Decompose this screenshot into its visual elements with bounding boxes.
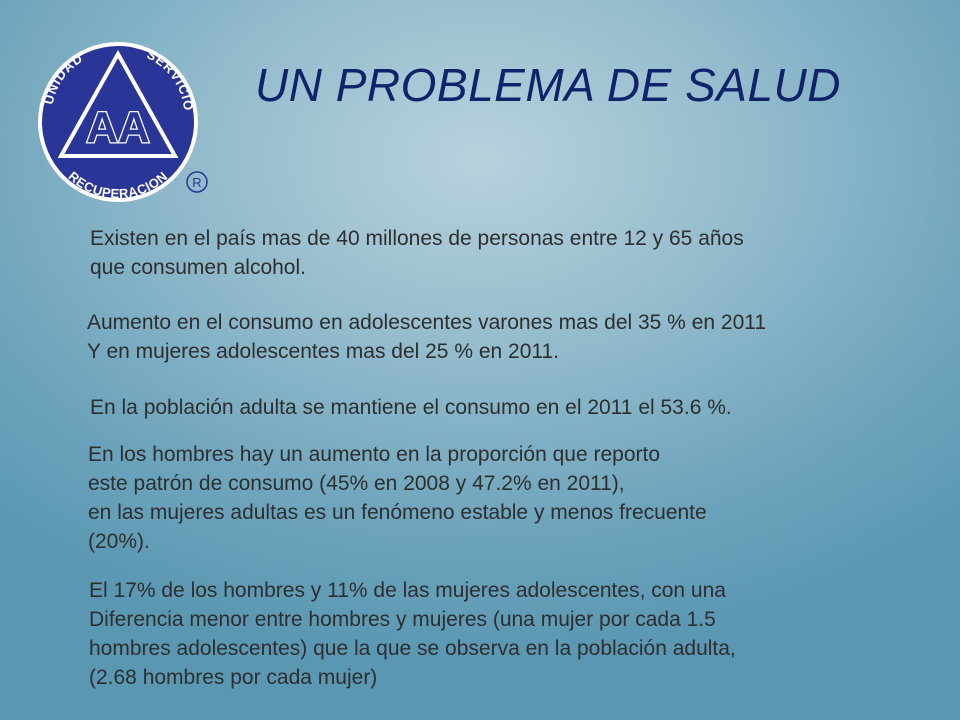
registered-mark-letter: R: [192, 175, 202, 190]
paragraph-line: Y en mujeres adolescentes mas del 25 % en 2011.: [87, 340, 560, 363]
paragraph-line: En la población adulta se mantiene el consumo en el 2011 el 53.6 %.: [90, 396, 732, 419]
paragraph-line: Diferencia menor entre hombres y mujeres (una mujer por cada 1.5: [89, 608, 716, 631]
aa-logo: [24, 24, 214, 204]
paragraph-line: El 17% de los hombres y 11% de las mujeres adolescentes, con una: [89, 579, 726, 602]
logo-text-recuperacion: RECUPERACION: [65, 168, 171, 202]
logo-text-unidad: UNIDAD: [40, 50, 86, 106]
paragraph-line: (20%).: [88, 530, 150, 553]
paragraph-line: Existen en el país mas de 40 millones de personas entre 12 y 65 años: [90, 227, 744, 250]
paragraph-line: Aumento en el consumo en adolescentes varones mas del 35 % en 2011: [87, 311, 767, 334]
logo-monogram: AA: [86, 103, 150, 152]
paragraph-diferencia: [89, 576, 736, 692]
slide-title: UN PROBLEMA DE SALUD: [255, 59, 841, 111]
logo-text-servicio: SERVICIO: [144, 46, 197, 113]
paragraph-line: que consumen alcohol.: [90, 256, 306, 279]
paragraph-consumo-pais: [90, 224, 744, 282]
paragraph-line: (2.68 hombres por cada mujer): [89, 666, 378, 689]
paragraph-line: en las mujeres adultas es un fenómeno estable y menos frecuente: [88, 501, 707, 524]
paragraph-poblacion-adulta: [90, 393, 732, 422]
paragraph-hombres-mujeres: [88, 440, 707, 556]
paragraph-line: hombres adolescentes) que la que se observa en la población adulta,: [89, 637, 736, 660]
paragraph-line: En los hombres hay un aumento en la proporción que reporto: [88, 443, 661, 466]
paragraph-adolescentes: [87, 308, 766, 366]
paragraph-line: este patrón de consumo (45% en 2008 y 47.2% en 2011),: [88, 472, 625, 495]
